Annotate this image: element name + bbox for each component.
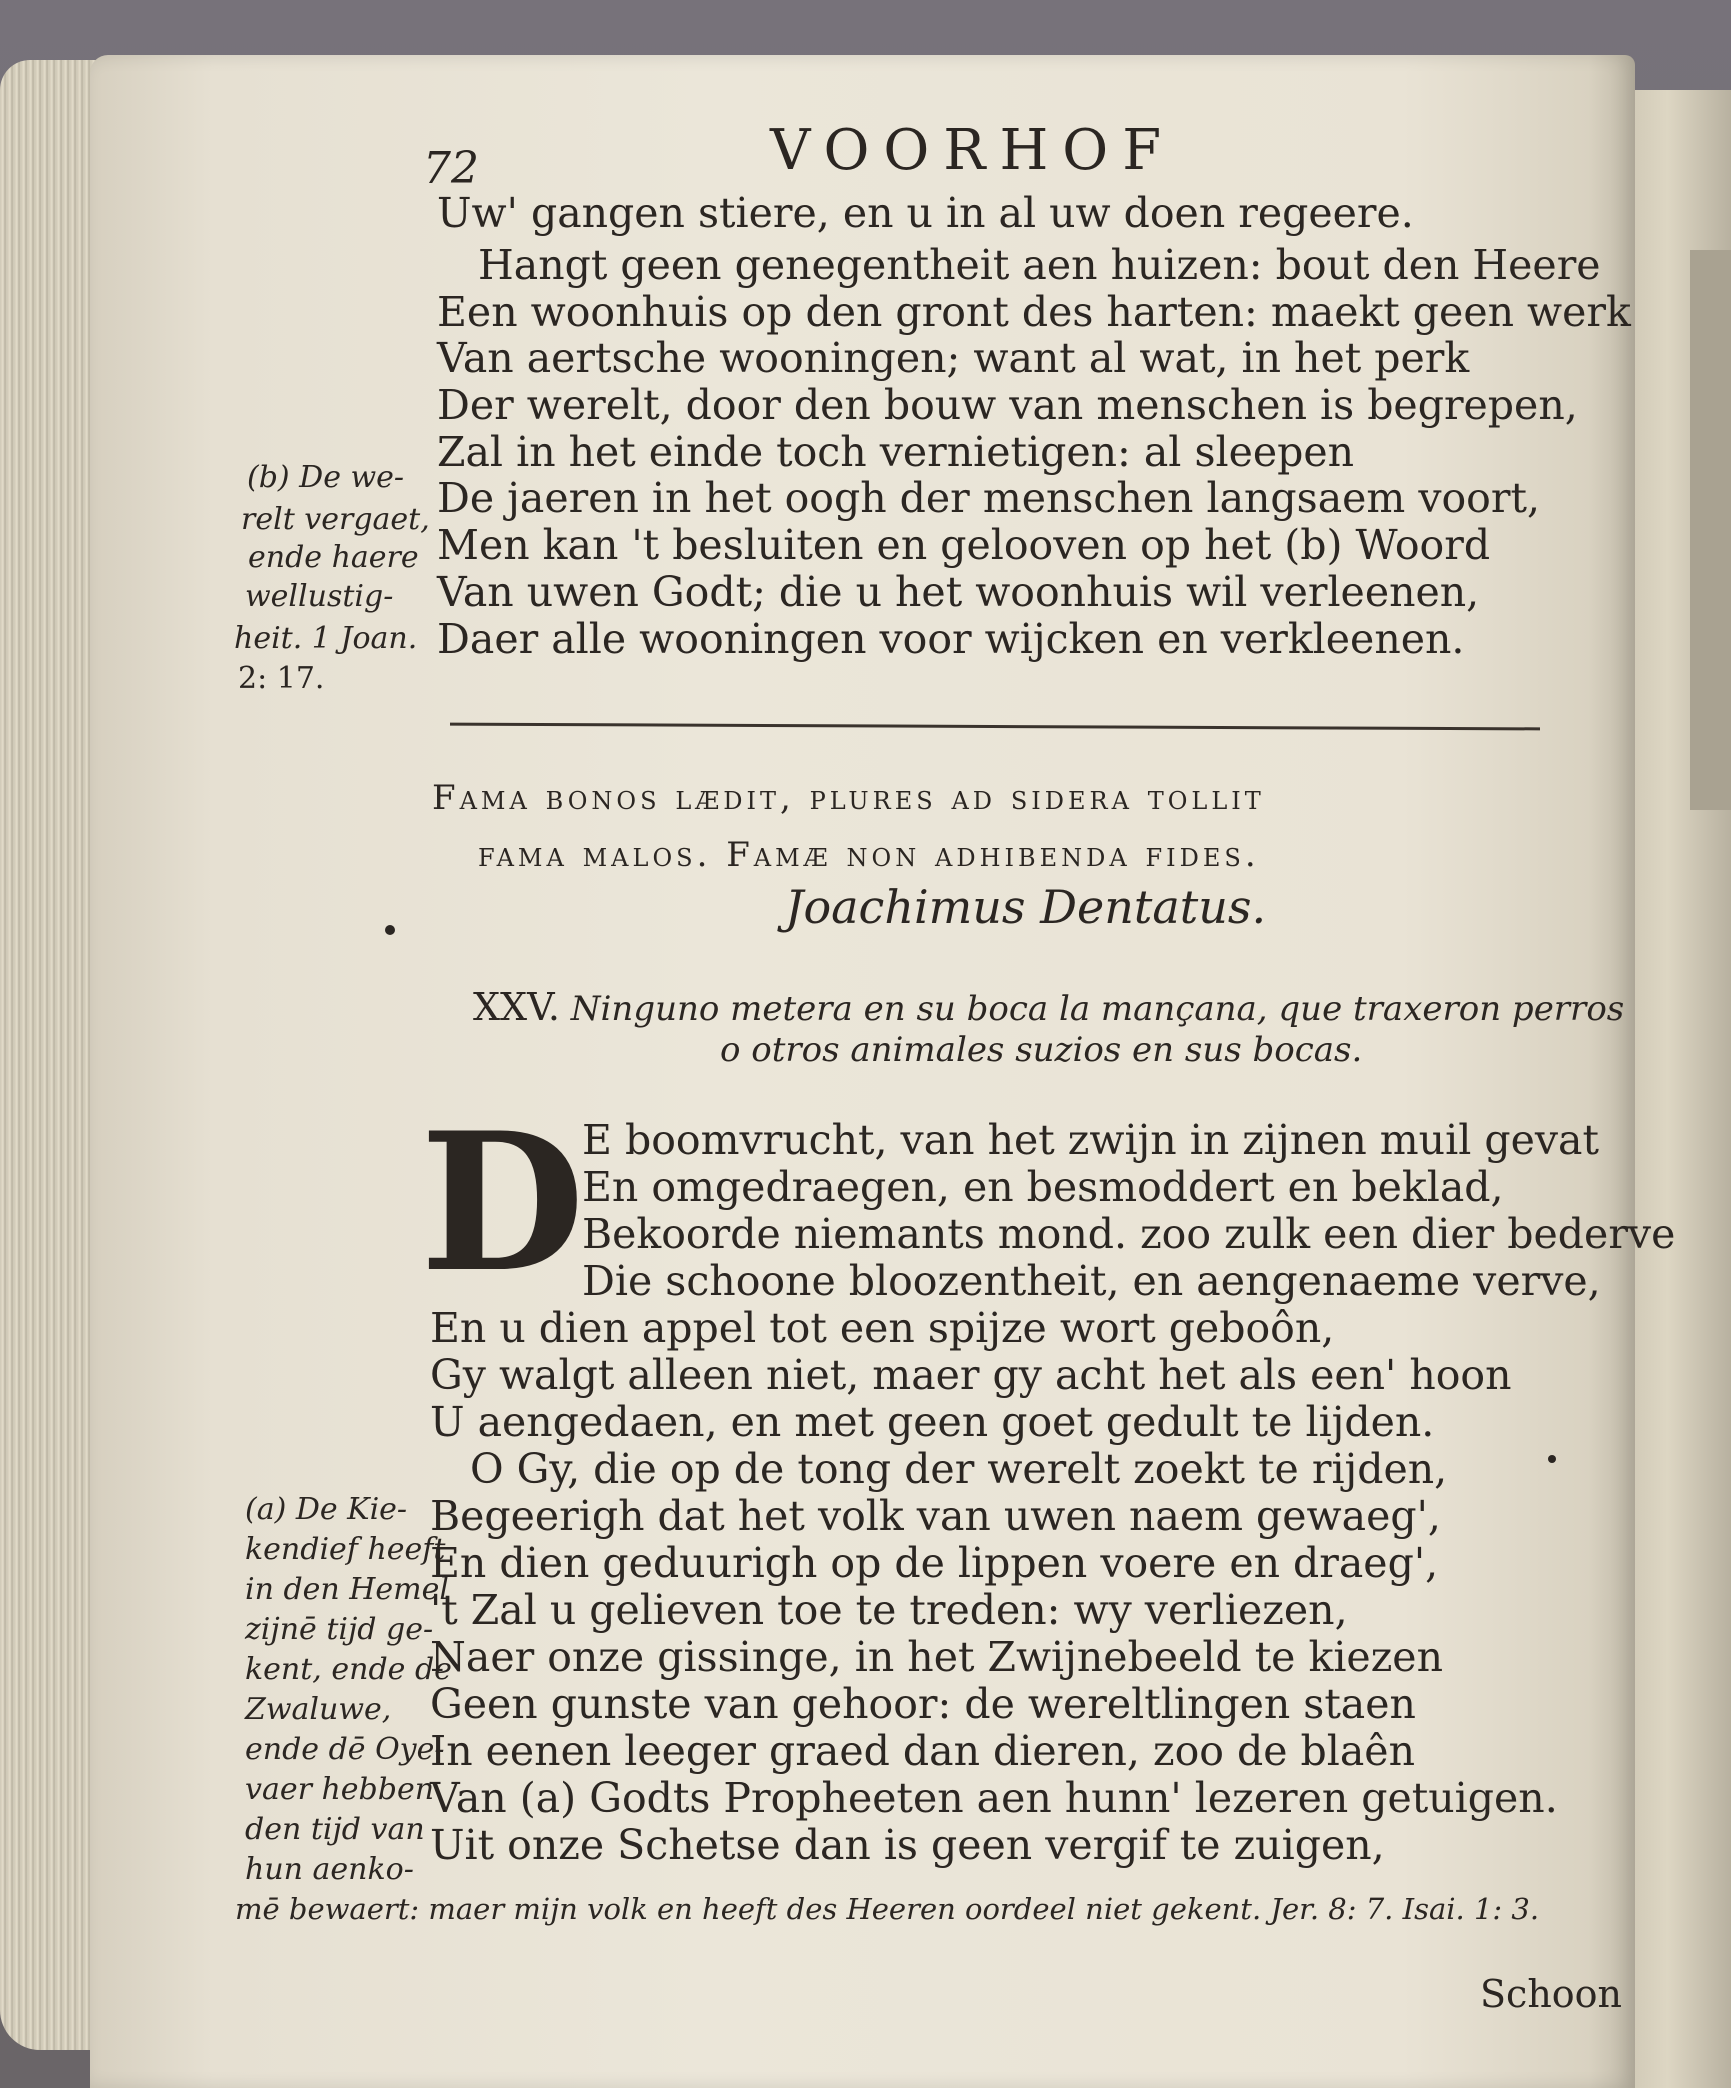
emblem-number: XXV. [473,985,560,1029]
margin-note-line: vaer hebben [245,1772,435,1807]
margin-note-line: (b) De we- [247,460,405,495]
verse-line: Bekoorde niemants mond. zoo zulk een dier bederve [582,1210,1676,1258]
verse-line: E boomvrucht, van het zwijn in zijnen muil gevat [582,1116,1599,1164]
verse-line: U aengedaen, en met geen goet gedult te lijden. [430,1398,1435,1446]
verse-line: O Gy, die op de tong der werelt zoekt te rijden, [470,1445,1448,1493]
margin-note-last-line: mē bewaert: maer mijn volk en heeft des Heeren oordeel niet gekent. Jer. 8: 7. Isai. 1: 3. [235,1892,1540,1926]
margin-note-line: wellustig- [245,579,394,614]
verse-line: 't Zal u gelieven toe te treden: wy verliezen, [430,1586,1348,1634]
verse-line: En u dien appel tot een spijze wort geboôn, [430,1304,1335,1352]
verse-line: Gy walgt alleen niet, maer gy acht het als een' hoon [430,1351,1512,1399]
running-head: VOORHOF [770,118,1176,183]
ink-spot [385,925,395,935]
margin-note-line: ende dē Oye- [245,1732,445,1767]
margin-note-line: 2: 17. [238,661,325,696]
ink-spot [1548,1455,1556,1463]
verse-line: Der werelt, door den bouw van menschen is begrepen, [437,381,1578,429]
emblem-heading [473,985,1624,1029]
verse-line: Van aertsche wooningen; want al wat, in het perk [437,334,1470,382]
motto-line: fama malos. Famæ non adhibenda fides. [478,835,1260,875]
verse-line: Geen gunste van gehoor: de wereltlingen staen [430,1680,1416,1728]
verse-line: Een woonhuis op den gront des harten: maekt geen werk [437,288,1631,336]
emblem-title-line1: Ninguno metera en su boca la mançana, que traxeron perros [570,989,1625,1029]
verse-line: Hangt geen genegentheit aen huizen: bout den Heere [478,241,1601,289]
motto-line: Fama bonos lædit, plures ad sidera tollit [432,778,1265,818]
drop-cap: D [420,1091,585,1314]
margin-note-line: heit. 1 Joan. [234,621,418,656]
verse-line: Van (a) Godts Propheeten aen hunn' lezeren getuigen. [430,1774,1558,1822]
margin-note-line: den tijd van [245,1812,425,1847]
margin-note-line: ende haere [248,540,419,575]
verse-line: Uit onze Schetse dan is geen vergif te zuigen, [430,1821,1385,1869]
verse-line: Daer alle wooningen voor wijcken en verkleenen. [437,615,1465,663]
motto-author: Joachimus Dentatus. [785,880,1267,934]
margin-note-line: kendief heeft [245,1532,446,1567]
verse-line: Van uwen Godt; die u het woonhuis wil verleenen, [437,568,1480,616]
bookmark-strip [1690,250,1731,810]
verse-line: Die schoone bloozentheit, en aengenaeme verve, [582,1257,1601,1305]
verse-line: Uw' gangen stiere, en u in al uw doen regeere. [437,189,1414,237]
margin-note-line: (a) De Kie- [245,1492,408,1527]
page-number: 72 [423,143,479,194]
verse-line: En dien geduurigh op de lippen voere en draeg', [430,1539,1439,1587]
margin-note-line: in den Hemel [245,1572,449,1607]
verse-line: Naer onze gissinge, in het Zwijnebeeld te kiezen [430,1633,1443,1681]
verse-line: Begeerigh dat het volk van uwen naem gewaeg', [430,1492,1441,1540]
margin-note-line: relt vergaet, [241,502,430,537]
margin-note-line: Zwaluwe, [245,1692,392,1727]
verse-line: En omgedraegen, en besmoddert en beklad, [582,1163,1504,1211]
margin-note-line: hun aenko- [245,1852,414,1887]
verse-line: In eenen leeger graed dan dieren, zoo de blaên [430,1727,1415,1775]
emblem-title-line2: o otros animales suzios en sus bocas. [720,1030,1363,1070]
margin-note-line: kent, ende de [245,1652,452,1687]
catchword: Schoon [1480,1972,1623,2016]
margin-note-line: zijnē tijd ge- [245,1612,434,1647]
verse-line: Zal in het einde toch vernietigen: al sleepen [437,428,1355,476]
verse-line: De jaeren in het oogh der menschen langsaem voort, [437,474,1540,522]
verse-line: Men kan 't besluiten en gelooven op het (b) Woord [437,521,1491,569]
